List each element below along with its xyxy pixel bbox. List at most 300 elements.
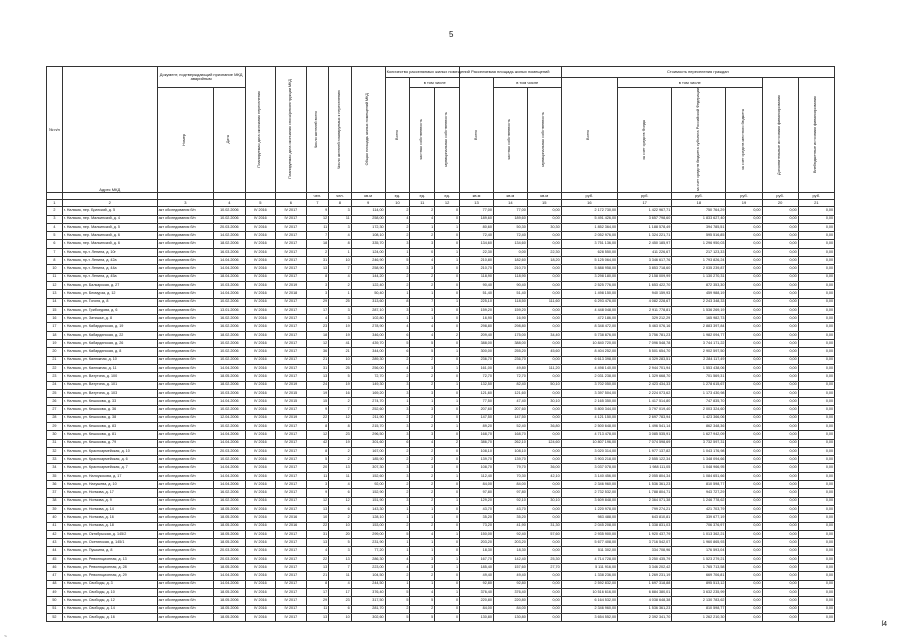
table-cell: 28 [47, 414, 63, 422]
table-cell: 2 [410, 381, 435, 389]
table-cell: 13 [306, 505, 329, 513]
table-cell: 0 [435, 389, 460, 397]
table-cell: 0,00 [798, 248, 834, 256]
table-cell: 37 [47, 489, 63, 497]
table-cell: 0,00 [726, 381, 762, 389]
table-cell: 0,00 [527, 489, 561, 497]
table-cell: 23 [329, 431, 352, 439]
table-cell: 48 [47, 580, 63, 588]
table-cell: г. Нальчик, ул. Кешокова, д. 81 [62, 431, 157, 439]
table-cell: 15 [47, 306, 63, 314]
table-cell: 1 [410, 505, 435, 513]
table-cell: акт обследования б/н [157, 472, 213, 480]
table-cell: 2 [410, 273, 435, 281]
table-cell: г. Нальчик, ул. Калюжная, д. 10 [62, 356, 157, 364]
table-cell: 5 [410, 613, 435, 621]
table-cell: 21 [306, 572, 329, 580]
table-cell: 0,00 [726, 530, 762, 538]
table-cell: 3 [385, 265, 410, 273]
table-cell: 159,20 [493, 306, 527, 314]
header-residents: Число жителей всего [306, 67, 329, 193]
table-cell: 0,00 [762, 447, 798, 455]
table-cell: 4 [410, 439, 435, 447]
table-cell: 159,20 [460, 306, 494, 314]
table-cell: 1 793 826,24 [672, 257, 726, 265]
table-cell: 215,70 [351, 422, 385, 430]
table-cell: 3 298 180,00 [561, 273, 617, 281]
table-cell: 16.03.2006 [214, 248, 246, 256]
table-cell: г. Нальчик, ул. Ногмова, д. 18 [62, 522, 157, 530]
table-cell: IV 2017 [276, 580, 306, 588]
table-cell: 43,70 [460, 505, 494, 513]
table-cell: 97,80 [493, 489, 527, 497]
table-cell: 1 [410, 514, 435, 522]
table-cell: 43 [47, 539, 63, 547]
table-cell: 10 840 720,00 [561, 340, 617, 348]
table-cell: 0,00 [726, 406, 762, 414]
table-cell: IV 2016 [245, 530, 275, 538]
table-cell: IV 2016 [245, 422, 275, 430]
table-cell: 1 [385, 505, 410, 513]
table-cell: 0,00 [726, 232, 762, 240]
table-cell: IV 2017 [276, 456, 306, 464]
table-cell: 2 [410, 356, 435, 364]
table-cell: 0 [435, 489, 460, 497]
header-area-total2: Всего [460, 78, 494, 193]
table-cell: 2 [385, 414, 410, 422]
table-cell: 0 [435, 373, 460, 381]
table-cell: 0,00 [798, 547, 834, 555]
table-cell: 376,40 [460, 588, 494, 596]
table-cell: 7 [329, 265, 352, 273]
table-cell: 2 [385, 456, 410, 464]
table-cell: 2 [410, 232, 435, 240]
table-cell: 472 186,00 [561, 315, 617, 323]
table-cell: 50,30 [493, 223, 527, 231]
table-cell: 0 [435, 414, 460, 422]
table-cell: 5 677 408,00 [561, 539, 617, 547]
table-cell: 4 [385, 555, 410, 563]
header-plan-demolition: Планируемая дата окончания сноса/реконструкции МКД [276, 67, 306, 193]
table-cell: 21 [47, 356, 63, 364]
table-cell: 0,00 [527, 447, 561, 455]
table-cell: 10 807 196,00 [561, 439, 617, 447]
table-cell: 1 [435, 223, 460, 231]
table-cell: 17 [306, 588, 329, 596]
table-cell: 0,00 [798, 497, 834, 505]
table-cell: 10 [329, 613, 352, 621]
table-cell: 42 [47, 530, 63, 538]
table-cell: 210,70 [460, 265, 494, 273]
table-cell: 36,00 [527, 464, 561, 472]
table-cell: 0,00 [762, 389, 798, 397]
table-cell: 439,70 [351, 340, 385, 348]
table-cell: 2 [385, 489, 410, 497]
table-cell: IV 2017 [276, 232, 306, 240]
table-cell: 4 448 048,00 [561, 306, 617, 314]
table-cell: 0,00 [798, 389, 834, 397]
table-cell: IV 2016 [245, 257, 275, 265]
table-cell: 388,00 [493, 340, 527, 348]
table-cell: IV 2016 [245, 348, 275, 356]
table-cell: 10.02.2006 [214, 406, 246, 414]
table-cell: 0,00 [527, 273, 561, 281]
table-cell: 1 988 111,05 [618, 464, 672, 472]
table-cell: 0 [435, 539, 460, 547]
table-cell: 3 [410, 389, 435, 397]
table-cell: 20 [47, 348, 63, 356]
table-cell: IV 2019 [276, 414, 306, 422]
table-cell: акт обследования б/н [157, 257, 213, 265]
table-cell: 1 [435, 398, 460, 406]
table-cell: 11 [306, 605, 329, 613]
header-residents-plan: Число жителей планируемых к переселению [329, 67, 352, 193]
table-cell: 73,20 [460, 522, 494, 530]
table-cell: 10.02.2006 [214, 207, 246, 215]
table-cell: 9 [306, 207, 329, 215]
table-cell: IV 2016 [245, 489, 275, 497]
table-cell: 317,50 [351, 597, 385, 605]
table-cell: 2 902 597,50 [672, 348, 726, 356]
table-cell: 3 397 504,00 [561, 389, 617, 397]
table-row [47, 447, 835, 455]
table-cell: акт обследования б/н [157, 414, 213, 422]
table-cell: 92,80 [493, 580, 527, 588]
table-cell: 0,00 [762, 290, 798, 298]
header-rooms: Количество расселяемых жилых помещений [385, 67, 459, 78]
table-cell: 90,40 [460, 281, 494, 289]
table-cell: 1 [385, 580, 410, 588]
table-cell: 16 [329, 389, 352, 397]
table-cell: акт обследования б/н [157, 572, 213, 580]
table-cell: 0,00 [527, 514, 561, 522]
table-cell: 236,70 [493, 356, 527, 364]
table-cell: IV 2017 [276, 265, 306, 273]
table-cell: 172,30 [351, 223, 385, 231]
table-cell: 0,00 [527, 340, 561, 348]
table-cell: 31 [306, 530, 329, 538]
table-cell: 118,90 [493, 273, 527, 281]
table-cell: 18,30 [460, 547, 494, 555]
table-cell: 20 [329, 530, 352, 538]
table-cell: г. Нальчик, ул. Кабардинская, д. 26 [62, 340, 157, 348]
table-cell: 0,00 [762, 306, 798, 314]
table-cell: IV 2016 [245, 356, 275, 364]
table-cell: 31,30 [527, 522, 561, 530]
table-cell: 0,00 [726, 281, 762, 289]
table-cell: IV 2017 [276, 348, 306, 356]
table-cell: 0 [435, 597, 460, 605]
column-number-cell: 10 [385, 200, 410, 207]
table-cell: 0,00 [762, 431, 798, 439]
table-cell: 18.05.2006 [214, 505, 246, 513]
table-cell: 92,10 [493, 497, 527, 505]
table-cell: 0,00 [762, 572, 798, 580]
table-cell: 302,60 [351, 613, 385, 621]
table-cell: 0 [435, 240, 460, 248]
table-cell: 9 [306, 406, 329, 414]
table-cell: 0,00 [798, 306, 834, 314]
table-cell: 0,00 [762, 298, 798, 306]
table-cell: 0,00 [798, 555, 834, 563]
table-cell: 18.05.2006 [214, 588, 246, 596]
table-cell: 2 [410, 489, 435, 497]
table-cell: акт обследования б/н [157, 273, 213, 281]
table-cell: 220,80 [460, 597, 494, 605]
table-cell: 185,40 [460, 564, 494, 572]
table-cell: 22 [306, 555, 329, 563]
table-cell: 0,00 [798, 340, 834, 348]
table-cell: IV 2017 [276, 257, 306, 265]
table-cell: 18.05.2006 [214, 514, 246, 522]
table-cell: 459 988,19 [672, 290, 726, 298]
table-cell: 14.04.2006 [214, 257, 246, 265]
table-cell: акт обследования б/н [157, 522, 213, 530]
column-number-cell: 5 [245, 200, 275, 207]
table-cell: 0,00 [798, 381, 834, 389]
table-cell: 0,00 [762, 422, 798, 430]
table-cell: 23 [329, 597, 352, 605]
table-cell: 286,30 [351, 555, 385, 563]
table-cell: 231,90 [351, 539, 385, 547]
table-cell: 2 [385, 373, 410, 381]
table-cell: 50,10 [527, 381, 561, 389]
margin-mark: ~ [4, 634, 7, 640]
table-cell: 5 [47, 232, 63, 240]
table-cell: IV 2017 [276, 530, 306, 538]
table-cell: 344,00 [351, 348, 385, 356]
table-cell: акт обследования б/н [157, 489, 213, 497]
table-cell: 0 [435, 447, 460, 455]
table-cell: 0,00 [726, 373, 762, 381]
table-cell: 5 [385, 340, 410, 348]
table-cell: 2 165 350,00 [561, 398, 617, 406]
table-cell: 20.03.2006 [214, 447, 246, 455]
table-cell: 1 697 318,88 [618, 580, 672, 588]
table-cell: 0,00 [726, 514, 762, 522]
table-cell: 0,00 [798, 281, 834, 289]
table-cell: 49,40 [493, 572, 527, 580]
table-cell: 5 738 876,00 [561, 331, 617, 339]
table-cell: акт обследования б/н [157, 398, 213, 406]
table-cell: 1 220 978,00 [561, 505, 617, 513]
table-cell: 0,00 [762, 223, 798, 231]
table-cell: 12 [47, 281, 63, 289]
table-cell: 3 [306, 481, 329, 489]
table-cell: 47,40 [493, 398, 527, 406]
table-cell: IV 2016 [245, 572, 275, 580]
table-cell: IV 2016 [245, 215, 275, 223]
table-cell: 810 598,77 [672, 481, 726, 489]
table-cell: 2 555 122,34 [618, 456, 672, 464]
table-cell: 11 [329, 215, 352, 223]
table-cell: 0,00 [762, 207, 798, 215]
table-cell: 0,00 [726, 414, 762, 422]
header-cost-incl: в том числе [618, 78, 762, 88]
table-cell: 2 392 341,70 [618, 613, 672, 621]
table-cell: 1 [385, 248, 410, 256]
table-cell: 19 [329, 323, 352, 331]
table-cell: 1 422 967,71 [618, 207, 672, 215]
table-cell: 3 654 552,00 [561, 613, 617, 621]
table-cell: 2 284 117,49 [672, 356, 726, 364]
table-cell: 0,00 [726, 348, 762, 356]
table-row [47, 356, 835, 364]
table-cell: 2 158 009,99 [618, 273, 672, 281]
table-cell: IV 2016 [245, 389, 275, 397]
table-row [47, 273, 835, 281]
table-cell: 388,00 [460, 340, 494, 348]
table-cell: 1 765 713,58 [672, 564, 726, 572]
table-cell: 210,70 [493, 265, 527, 273]
table-cell: 13 [47, 290, 63, 298]
table-row [47, 597, 835, 605]
table-cell: 72,70 [460, 373, 494, 381]
table-cell: 0,00 [798, 298, 834, 306]
table-row [47, 348, 835, 356]
table-cell: 0,00 [798, 331, 834, 339]
column-number-cell: 11 [410, 200, 435, 207]
table-cell: IV 2017 [276, 497, 306, 505]
table-row [47, 331, 835, 339]
table-cell: 296,50 [351, 431, 385, 439]
header-cost: Стоимость переселения граждан [561, 67, 834, 78]
table-cell: акт обследования б/н [157, 381, 213, 389]
table-cell: 706 376,97 [672, 522, 726, 530]
table-cell: акт обследования б/н [157, 580, 213, 588]
header-area-total: Общая площадь жилых помещений МКД [351, 67, 385, 193]
table-cell: 2 [329, 514, 352, 522]
table-cell: 3 020 314,00 [561, 447, 617, 455]
table-cell: 168,70 [493, 431, 527, 439]
table-cell: 5 [385, 257, 410, 265]
table-row [47, 605, 835, 613]
table-cell: 14.04.2006 [214, 472, 246, 480]
table-cell: 124,00 [351, 248, 385, 256]
table-cell: 114,00 [351, 207, 385, 215]
table-cell: IV 2016 [245, 431, 275, 439]
table-cell: 595 516,85 [672, 232, 726, 240]
table-cell: 1 013 362,21 [672, 530, 726, 538]
table-cell: 7 096 548,78 [618, 340, 672, 348]
table-cell: г. Нальчик, ул. Ногмова, д. 9 [62, 497, 157, 505]
table-cell: 6 [385, 439, 410, 447]
table-cell: 0,00 [798, 356, 834, 364]
table-cell: 0,00 [527, 588, 561, 596]
table-cell: 16.02.2006 [214, 489, 246, 497]
table-cell: 203,20 [493, 539, 527, 547]
table-cell: акт обследования б/н [157, 605, 213, 613]
table-cell: акт обследования б/н [157, 265, 213, 273]
table-cell: 1 [435, 422, 460, 430]
table-cell: 149,30 [351, 381, 385, 389]
table-cell: акт обследования б/н [157, 514, 213, 522]
table-cell: 3 [329, 207, 352, 215]
table-cell: 0,00 [762, 281, 798, 289]
table-cell: 12 [306, 215, 329, 223]
table-row [47, 298, 835, 306]
table-cell: 4 [385, 364, 410, 372]
table-cell: акт обследования б/н [157, 597, 213, 605]
table-cell: 299,00 [351, 530, 385, 538]
table-cell: 287,10 [351, 306, 385, 314]
table-cell: 5 [329, 373, 352, 381]
table-cell: 0,00 [798, 505, 834, 513]
table-cell: 25 [329, 298, 352, 306]
table-cell: г. Нальчик, ул. Ватутина, д. 101 [62, 381, 157, 389]
table-cell: 0,00 [762, 605, 798, 613]
table-cell: г. Нальчик, ул. Кабардинская, д. 22 [62, 331, 157, 339]
table-cell: 3 346 617,76 [618, 257, 672, 265]
table-cell: 19 [47, 340, 63, 348]
table-cell: 2 [410, 472, 435, 480]
table-cell: 0,00 [762, 331, 798, 339]
table-cell: 2 [435, 439, 460, 447]
unit-cell: руб. [618, 193, 672, 200]
table-cell: 128,10 [351, 514, 385, 522]
table-cell: 0 [435, 522, 460, 530]
table-cell: г. Нальчик, пер. Малкинский, д. 6 [62, 232, 157, 240]
table-cell: 3 [410, 406, 435, 414]
table-cell: 0,00 [726, 257, 762, 265]
table-cell: 72,70 [351, 373, 385, 381]
table-cell: 11 [306, 223, 329, 231]
table-row [47, 381, 835, 389]
table-cell: г. Нальчик, ул. Налоукокова, д. 17 [62, 472, 157, 480]
table-cell: 10 [306, 514, 329, 522]
table-cell: 0,00 [527, 323, 561, 331]
table-cell: 20 [306, 464, 329, 472]
table-cell: 0,00 [798, 223, 834, 231]
table-cell: 300,00 [460, 348, 494, 356]
table-cell: 79,70 [493, 464, 527, 472]
table-cell: 6 613 398,00 [561, 356, 617, 364]
table-cell: 2 346 960,00 [561, 481, 617, 489]
table-row [47, 265, 835, 273]
header-document: Документ, подтверждающий признание МКД аварийным [157, 67, 245, 88]
table-cell: г. Нальчик, ул. Революционная, д. 28 [62, 564, 157, 572]
table-cell: 220,80 [493, 597, 527, 605]
table-cell: IV 2016 [245, 265, 275, 273]
table-cell: 18.05.2006 [214, 373, 246, 381]
table-cell: 147,50 [460, 414, 494, 422]
table-cell: IV 2016 [245, 597, 275, 605]
table-cell: IV 2016 [245, 223, 275, 231]
table-cell: IV 2016 [245, 373, 275, 381]
table-cell: 152,90 [351, 489, 385, 497]
table-cell: 2 [410, 572, 435, 580]
table-cell: 22,30 [460, 248, 494, 256]
table-cell: 0,00 [726, 605, 762, 613]
table-cell: 5 125 064,00 [561, 257, 617, 265]
table-cell: IV 2016 [245, 564, 275, 572]
table-cell: 0,00 [527, 580, 561, 588]
table-cell: 97,80 [460, 489, 494, 497]
table-cell: 701 569,31 [672, 373, 726, 381]
table-cell: 0,00 [726, 323, 762, 331]
table-cell: 0,00 [762, 472, 798, 480]
table-cell: 376,40 [493, 588, 527, 596]
table-cell: 31 [306, 257, 329, 265]
table-cell: 23 [47, 373, 63, 381]
table-cell: г. Нальчик, пр-т. Ленина, д. 10г [62, 248, 157, 256]
table-cell: 0,00 [762, 564, 798, 572]
header-area-private: частная собственность [493, 88, 527, 193]
table-row [47, 240, 835, 248]
table-cell: IV 2016 [245, 472, 275, 480]
table-cell: 0,00 [726, 489, 762, 497]
table-cell: IV 2016 [245, 456, 275, 464]
